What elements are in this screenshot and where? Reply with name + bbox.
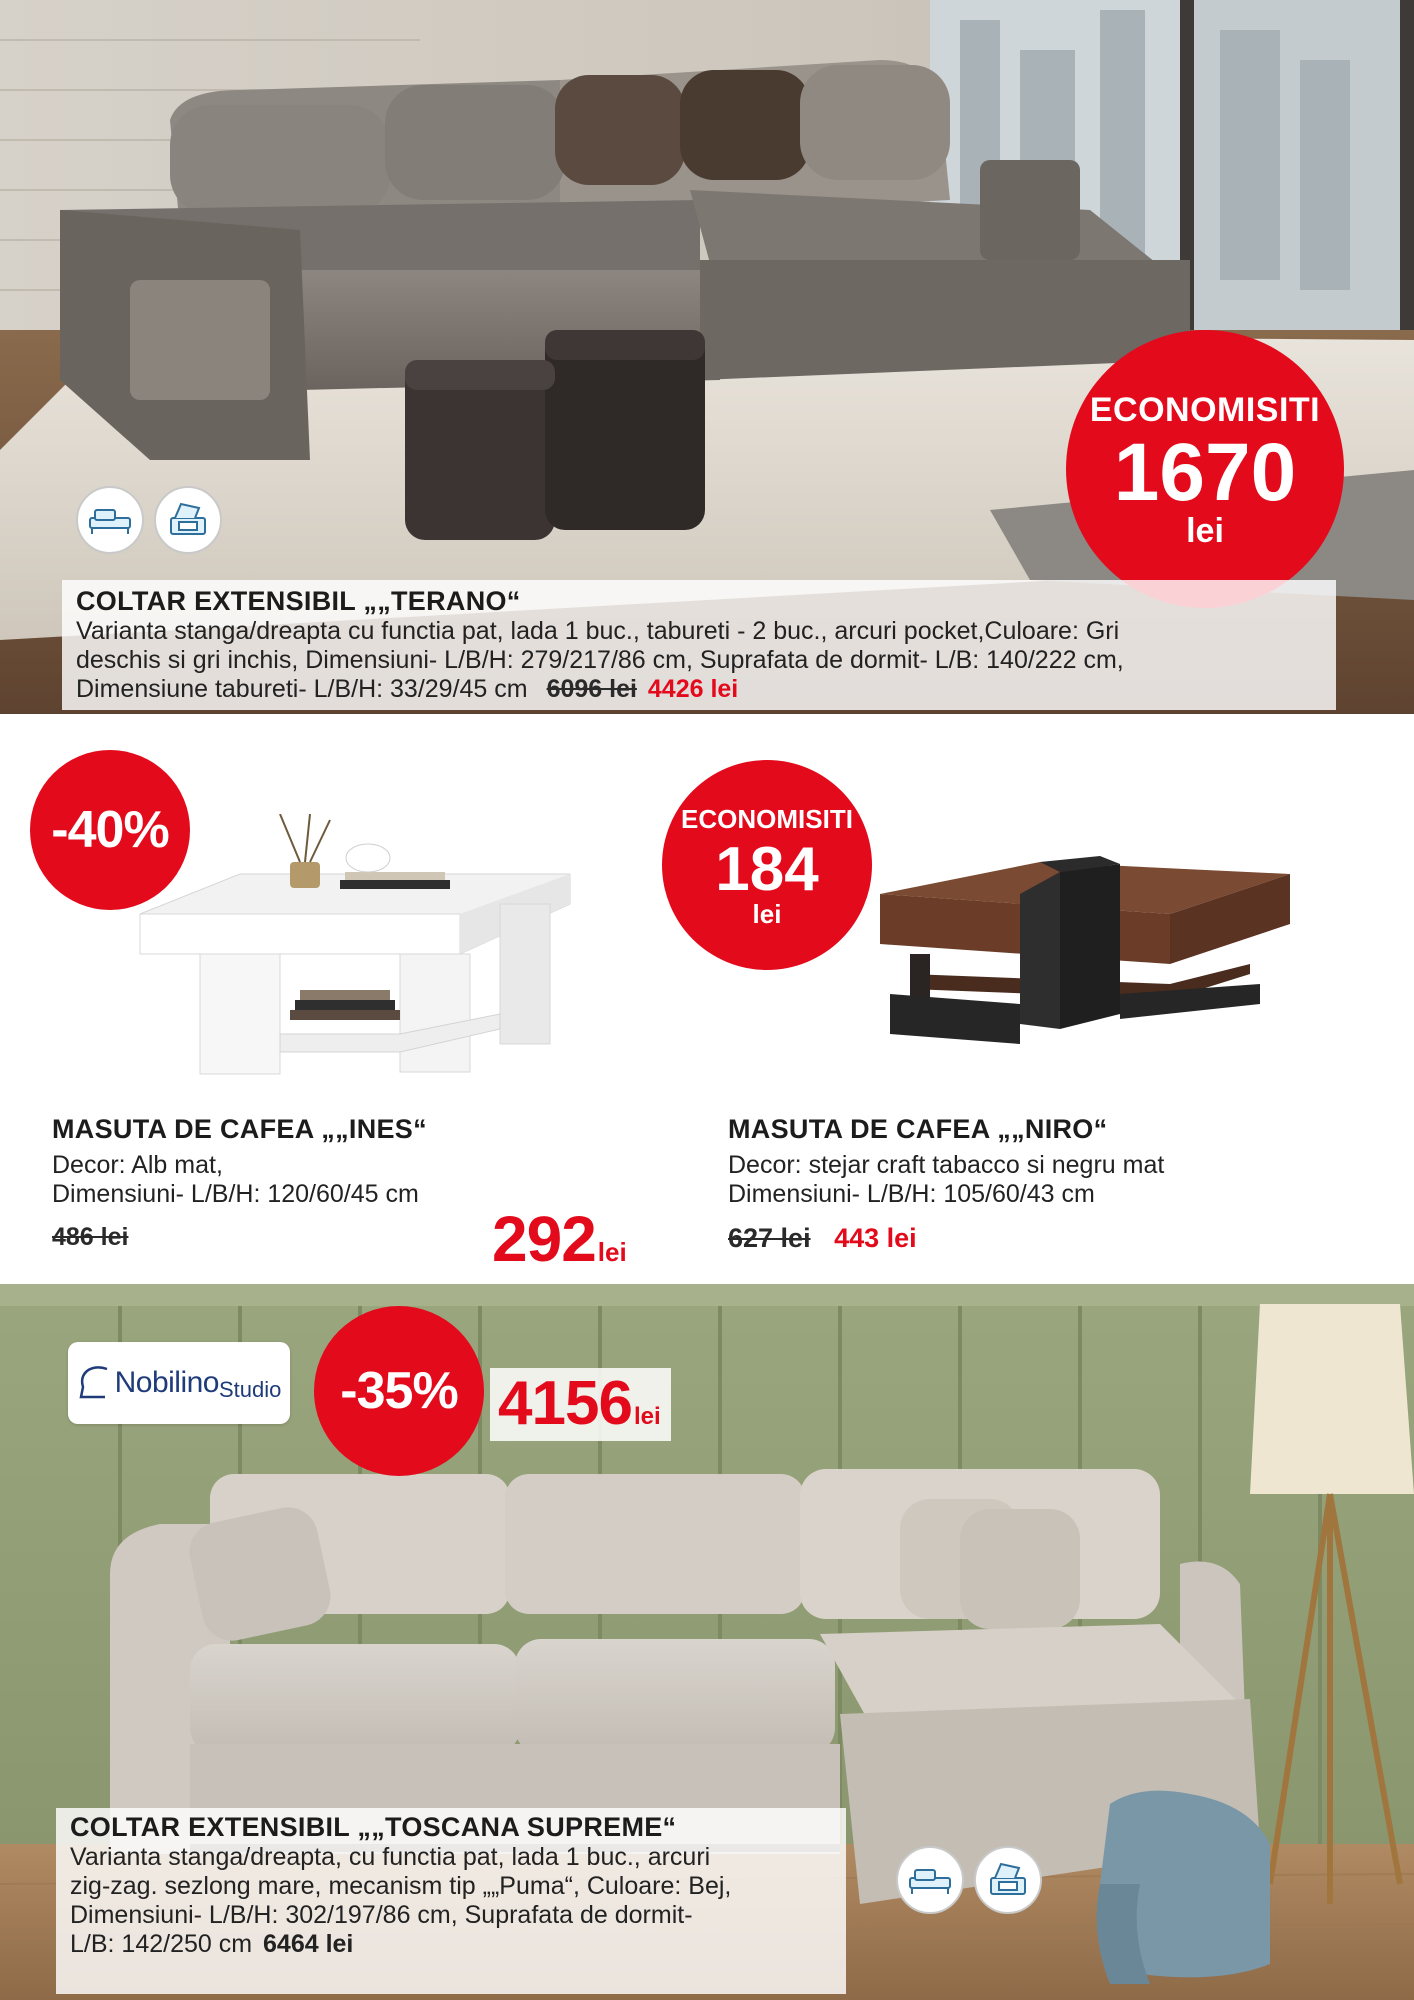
brand-logo [68, 1342, 290, 1424]
storage-box-icon [974, 1846, 1042, 1914]
niro-price-row [728, 1223, 1388, 1254]
new-price: 443 lei [834, 1223, 917, 1253]
product-title: COLTAR EXTENSIBIL „„TOSCANA SUPREME“ [70, 1812, 677, 1842]
old-price: 6096 lei [546, 675, 637, 703]
old-price: 486 lei [52, 1223, 129, 1251]
product-title: COLTAR EXTENSIBIL „„TERANO“ [76, 586, 521, 616]
terano-feature-icons [76, 486, 222, 554]
product-description-line: Decor: Alb mat, [52, 1151, 223, 1179]
price-value: 4156 [498, 1369, 632, 1438]
sofa-bed-icon [76, 486, 144, 554]
savings-badge-label: ECONOMISITI [1089, 390, 1321, 429]
product-description-text: Dimensiune tabureti- L/B/H: 33/29/45 cm [76, 675, 528, 703]
savings-badge [1066, 330, 1344, 608]
new-price-value: 292 [492, 1203, 596, 1275]
product-description-line: Dimensiuni- L/B/H: 302/197/86 cm, Suprafata de dormit- [70, 1901, 693, 1929]
ines-table-image [130, 814, 590, 1084]
price-text: 6464 lei [263, 1930, 354, 1958]
savings-badge-value: 184 [715, 834, 819, 904]
storage-box-icon [154, 486, 222, 554]
terano-caption [62, 580, 1336, 710]
product-description-line: Varianta stanga/dreapta cu functia pat, lada 1 buc., tabureti - 2 buc., arcuri pocket,Culoare: Gri [76, 617, 1120, 645]
new-price: 4426 lei [647, 675, 739, 703]
product-description-line: Dimensiuni- L/B/H: 120/60/45 cm [52, 1180, 419, 1208]
sofa-bed-icon [896, 1846, 964, 1914]
product-description-text: L/B: 142/250 cm [70, 1930, 253, 1958]
savings-badge-unit: lei [752, 898, 782, 929]
price-unit: lei [633, 1403, 661, 1430]
new-price-unit: lei [597, 1237, 627, 1267]
savings-badge [662, 760, 872, 970]
product-description-line [76, 675, 1322, 704]
product-title: MASUTA DE CAFEA „„NIRO“ [728, 1114, 1108, 1144]
toscana-feature-icons [896, 1846, 1042, 1914]
sofa-outline-icon [77, 1363, 113, 1403]
product-description-line: Dimensiuni- L/B/H: 105/60/43 cm [728, 1180, 1095, 1208]
savings-badge-label: ECONOMISITI [681, 803, 853, 834]
savings-badge-value: 1670 [1113, 426, 1297, 518]
discount-badge-text: -40% [51, 801, 169, 859]
old-price: 627 lei [728, 1223, 811, 1253]
toscana-section [0, 1284, 1414, 2000]
discount-badge [314, 1306, 484, 1476]
brand-sub: Studio [219, 1377, 282, 1402]
toscana-price-box [490, 1368, 671, 1441]
product-description-line: deschis si gri inchis, Dimensiuni- L/B/H: 279/217/86 cm, Suprafata de dormit- L/B: 140/222 cm, [76, 646, 1124, 674]
coffee-tables-section [0, 714, 1414, 1284]
discount-badge-text: -35% [340, 1362, 458, 1420]
product-description-line: Varianta stanga/dreapta, cu functia pat, lada 1 buc., arcuri [70, 1843, 711, 1871]
toscana-caption [56, 1808, 846, 1994]
ines-new-price [492, 1202, 627, 1276]
product-description-line: Decor: stejar craft tabacco si negru mat [728, 1151, 1165, 1179]
terano-section [0, 0, 1414, 714]
brand-name: Nobilino [114, 1366, 219, 1399]
product-title: MASUTA DE CAFEA „„INES“ [52, 1114, 427, 1144]
niro-table-image [870, 854, 1310, 1054]
savings-badge-unit: lei [1186, 511, 1224, 550]
niro-info [728, 1114, 1388, 1254]
product-description-line: zig-zag. sezlong mare, mecanism tip „„Puma“, Culoare: Bej, [70, 1872, 732, 1900]
product-description-line [70, 1930, 832, 1959]
